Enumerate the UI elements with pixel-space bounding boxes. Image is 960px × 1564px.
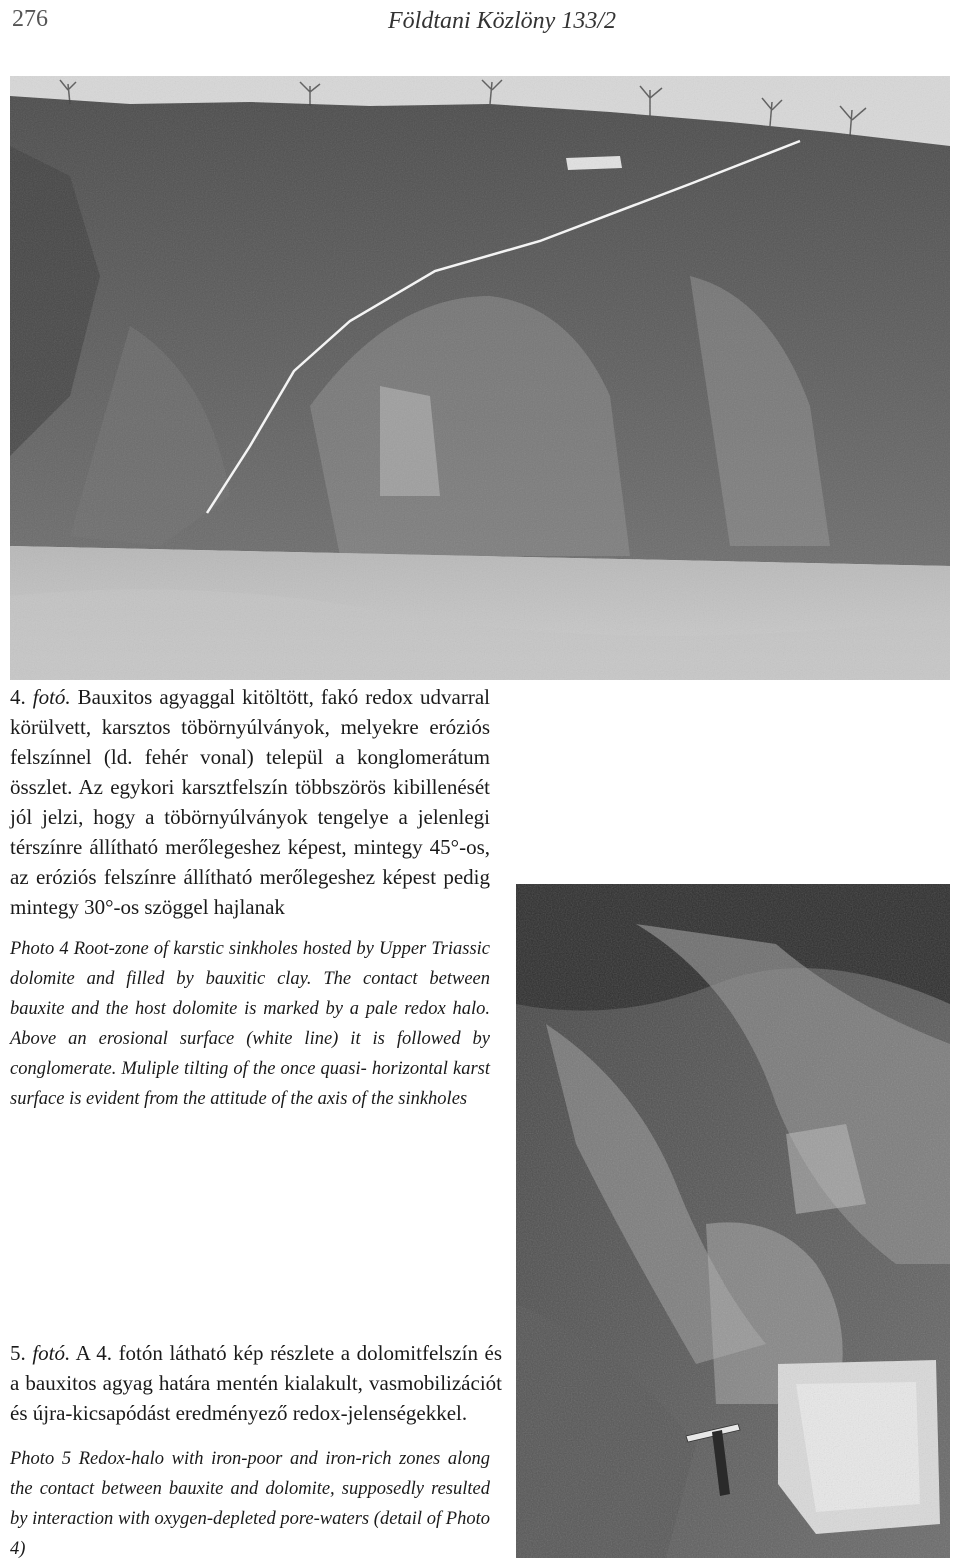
- photo-4: [10, 76, 950, 680]
- photo-5-caption-english: Photo 5 Redox-halo with iron-poor and iron-rich zones along the contact between bauxite and dolomite, supposedly resulted by interaction with oxygen-depleted pore-waters (detail of Photo 4): [10, 1449, 490, 1559]
- photo-5-label: fotó.: [32, 1341, 71, 1365]
- photo-5-caption-hungarian: [10, 1338, 502, 1428]
- photo-4-caption-hu-text: Bauxitos agyaggal kitöltött, fakó redox udvarral körülvett, karsztos töbörnyúlványok, melyekre eróziós felszínnel (ld. fehér vonal) települ a konglomerátum összlet. Az egykori karsztfelszín többszörös kibillenését jól jelzi, hogy a töbörnyúlványok tengelye a jelenlegi térszínre állítható merőlegeshez képest, mintegy 45°-os, az eróziós felszínre állítható merőlegeshez képest pedig mintegy 30°-os szöggel hajlanak: [10, 685, 490, 919]
- photo-5: [516, 884, 950, 1558]
- photo-4-caption-hungarian: [10, 682, 490, 922]
- photo-4-label: fotó.: [32, 685, 71, 709]
- photo-5-caption-hu-text: A 4. fotón látható kép részlete a dolomitfelszín és a bauxitos agyag határa mentén kialakult, vasmobilizációt és újra-kicsapódást eredményező redox-jelenségekkel.: [10, 1341, 503, 1425]
- journal-title: Földtani Közlöny 133/2: [388, 8, 616, 34]
- photo-5-number: 5.: [10, 1341, 26, 1365]
- page-number: 276: [12, 6, 48, 32]
- photo-4-number: 4.: [10, 685, 26, 709]
- photo-4-caption-english: Photo 4 Root-zone of karstic sinkholes hosted by Upper Triassic dolomite and filled by bauxitic clay. The contact between bauxite and the host dolomite is marked by a pale redox halo. Above an erosional surface (white line) it is followed by conglomerate. Muliple tilting of the once quasi- horizontal karst surface is evident from the attitude of the axis of the sinkholes: [10, 939, 490, 1109]
